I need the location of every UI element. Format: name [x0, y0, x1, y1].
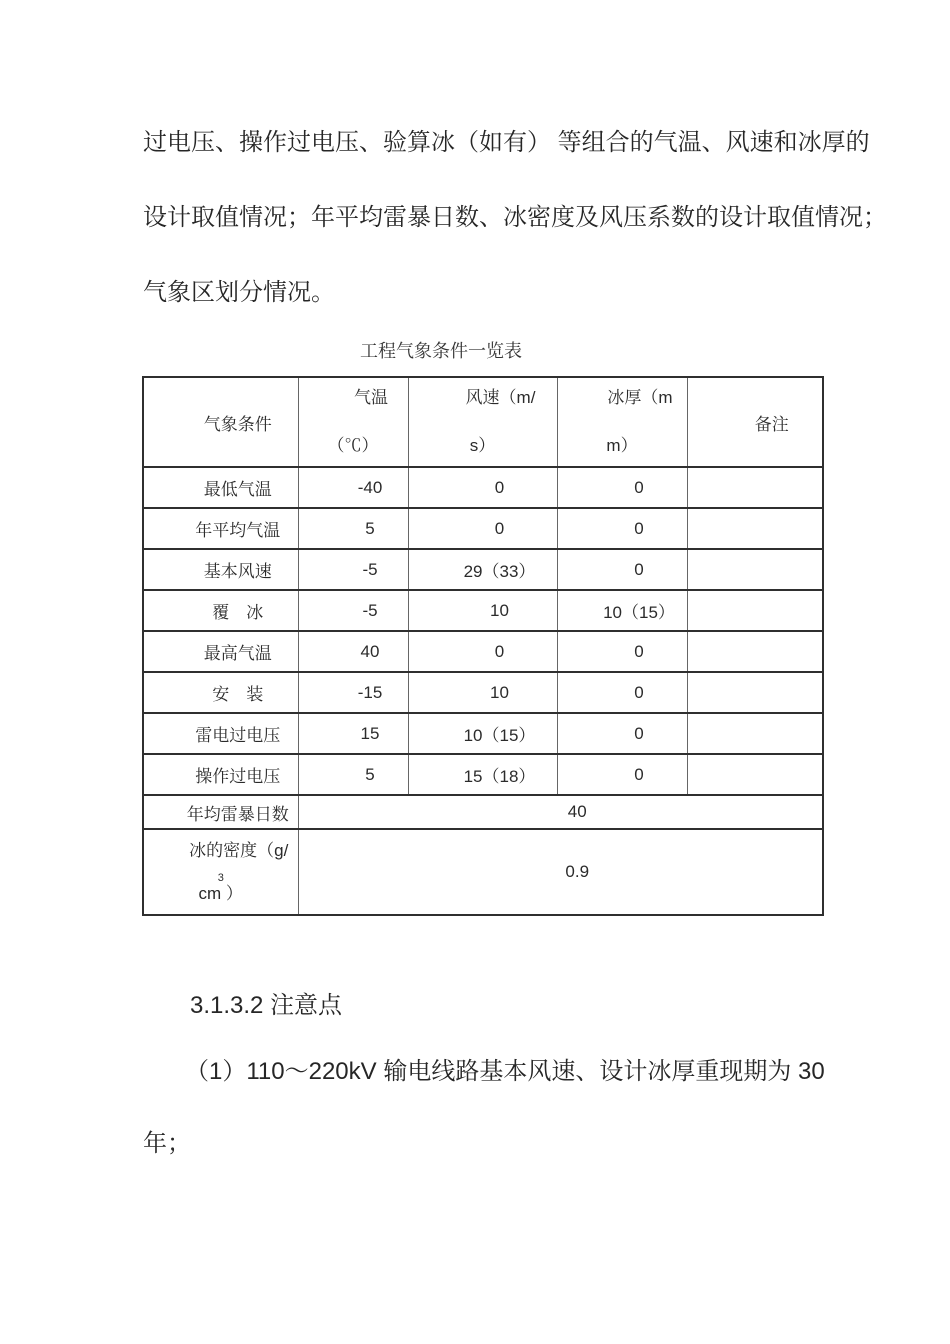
header-condition-cell: 气象条件 — [143, 377, 298, 467]
ice-cell: 0 — [557, 549, 687, 590]
header-temp-cell — [298, 377, 408, 467]
wind-cell: 0 — [408, 508, 557, 549]
header-wind-line1: 风速（m/ — [465, 388, 536, 407]
note-cell — [687, 713, 823, 754]
table-row — [143, 713, 823, 754]
table-title: 工程气象条件一览表 — [360, 341, 522, 361]
table-row — [143, 631, 823, 672]
note-cell — [687, 549, 823, 590]
ice-cell: 0 — [557, 631, 687, 672]
row-label-cell: 年均雷暴日数 — [143, 795, 298, 829]
temp-cell: -5 — [298, 549, 408, 590]
header-temp-line1: 气温 — [354, 388, 388, 407]
ice-cell: 0 — [557, 754, 687, 795]
note-cell — [687, 631, 823, 672]
wind-cell: 29（33） — [408, 549, 557, 590]
ice-density-row — [143, 829, 823, 915]
temp-cell: 15 — [298, 713, 408, 754]
thunder-days-row — [143, 795, 823, 829]
row-label-cell: 雷电过电压 — [143, 713, 298, 754]
intro-line: 气象区划分情况。 — [143, 279, 335, 306]
temp-cell: -5 — [298, 590, 408, 631]
row-label-cell: 操作过电压 — [143, 754, 298, 795]
row-label-cell: 最低气温 — [143, 467, 298, 508]
notes-line: （1）110～220kV 输电线路基本风速、设计冰厚重现期为 30 — [185, 1058, 825, 1085]
temp-cell: 40 — [298, 631, 408, 672]
temp-cell: -15 — [298, 672, 408, 713]
row-label-cell: 最高气温 — [143, 631, 298, 672]
note-cell — [687, 508, 823, 549]
header-wind-cell — [408, 377, 557, 467]
note-cell — [687, 754, 823, 795]
notes-line: 年； — [143, 1130, 191, 1157]
wind-cell: 0 — [408, 467, 557, 508]
header-note-cell: 备注 — [687, 377, 823, 467]
note-cell — [687, 467, 823, 508]
ice-cell: 0 — [557, 467, 687, 508]
intro-paragraph — [143, 105, 887, 330]
ice-density-label-line2: cm ） — [198, 884, 243, 903]
header-ice-line1: 冰厚（m — [607, 388, 673, 407]
ice-cell: 0 — [557, 713, 687, 754]
table-row — [143, 754, 823, 795]
ice-density-label-cell — [143, 829, 298, 915]
intro-line: 设计取值情况；年平均雷暴日数、冰密度及风压系数的设计取值情况； — [143, 204, 887, 231]
thunder-days-value-cell: 40 — [298, 795, 823, 829]
header-temp-line2: （℃） — [327, 436, 379, 455]
ice-cell: 0 — [557, 508, 687, 549]
wind-cell: 15（18） — [408, 754, 557, 795]
wind-cell: 10 — [408, 590, 557, 631]
row-label-cell: 基本风速 — [143, 549, 298, 590]
superscript-3: 3 — [217, 872, 224, 884]
wind-cell: 10 — [408, 672, 557, 713]
note-cell — [687, 590, 823, 631]
note-cell — [687, 672, 823, 713]
temp-cell: 5 — [298, 508, 408, 549]
table-row — [143, 590, 823, 631]
row-label-cell: 年平均气温 — [143, 508, 298, 549]
header-wind-line2: s） — [469, 436, 496, 455]
wind-cell: 0 — [408, 631, 557, 672]
ice-cell: 0 — [557, 672, 687, 713]
section-heading: 3.1.3.2 注意点 — [190, 992, 343, 1019]
row-label-cell: 安 装 — [143, 672, 298, 713]
table-row — [143, 467, 823, 508]
table-row — [143, 549, 823, 590]
header-ice-line2: m） — [606, 436, 638, 455]
weather-conditions-table — [142, 376, 824, 916]
ice-cell: 10（15） — [557, 590, 687, 631]
wind-cell: 10（15） — [408, 713, 557, 754]
ice-density-value-cell: 0.9 — [298, 829, 823, 915]
header-ice-cell — [557, 377, 687, 467]
intro-line: 过电压、操作过电压、验算冰（如有） 等组合的气温、风速和冰厚的 — [143, 129, 870, 156]
table-header-row — [143, 377, 823, 467]
ice-density-label-line1: 冰的密度（g/ — [189, 841, 289, 860]
table-row — [143, 672, 823, 713]
temp-cell: -40 — [298, 467, 408, 508]
row-label-cell: 覆 冰 — [143, 590, 298, 631]
temp-cell: 5 — [298, 754, 408, 795]
table-row — [143, 508, 823, 549]
